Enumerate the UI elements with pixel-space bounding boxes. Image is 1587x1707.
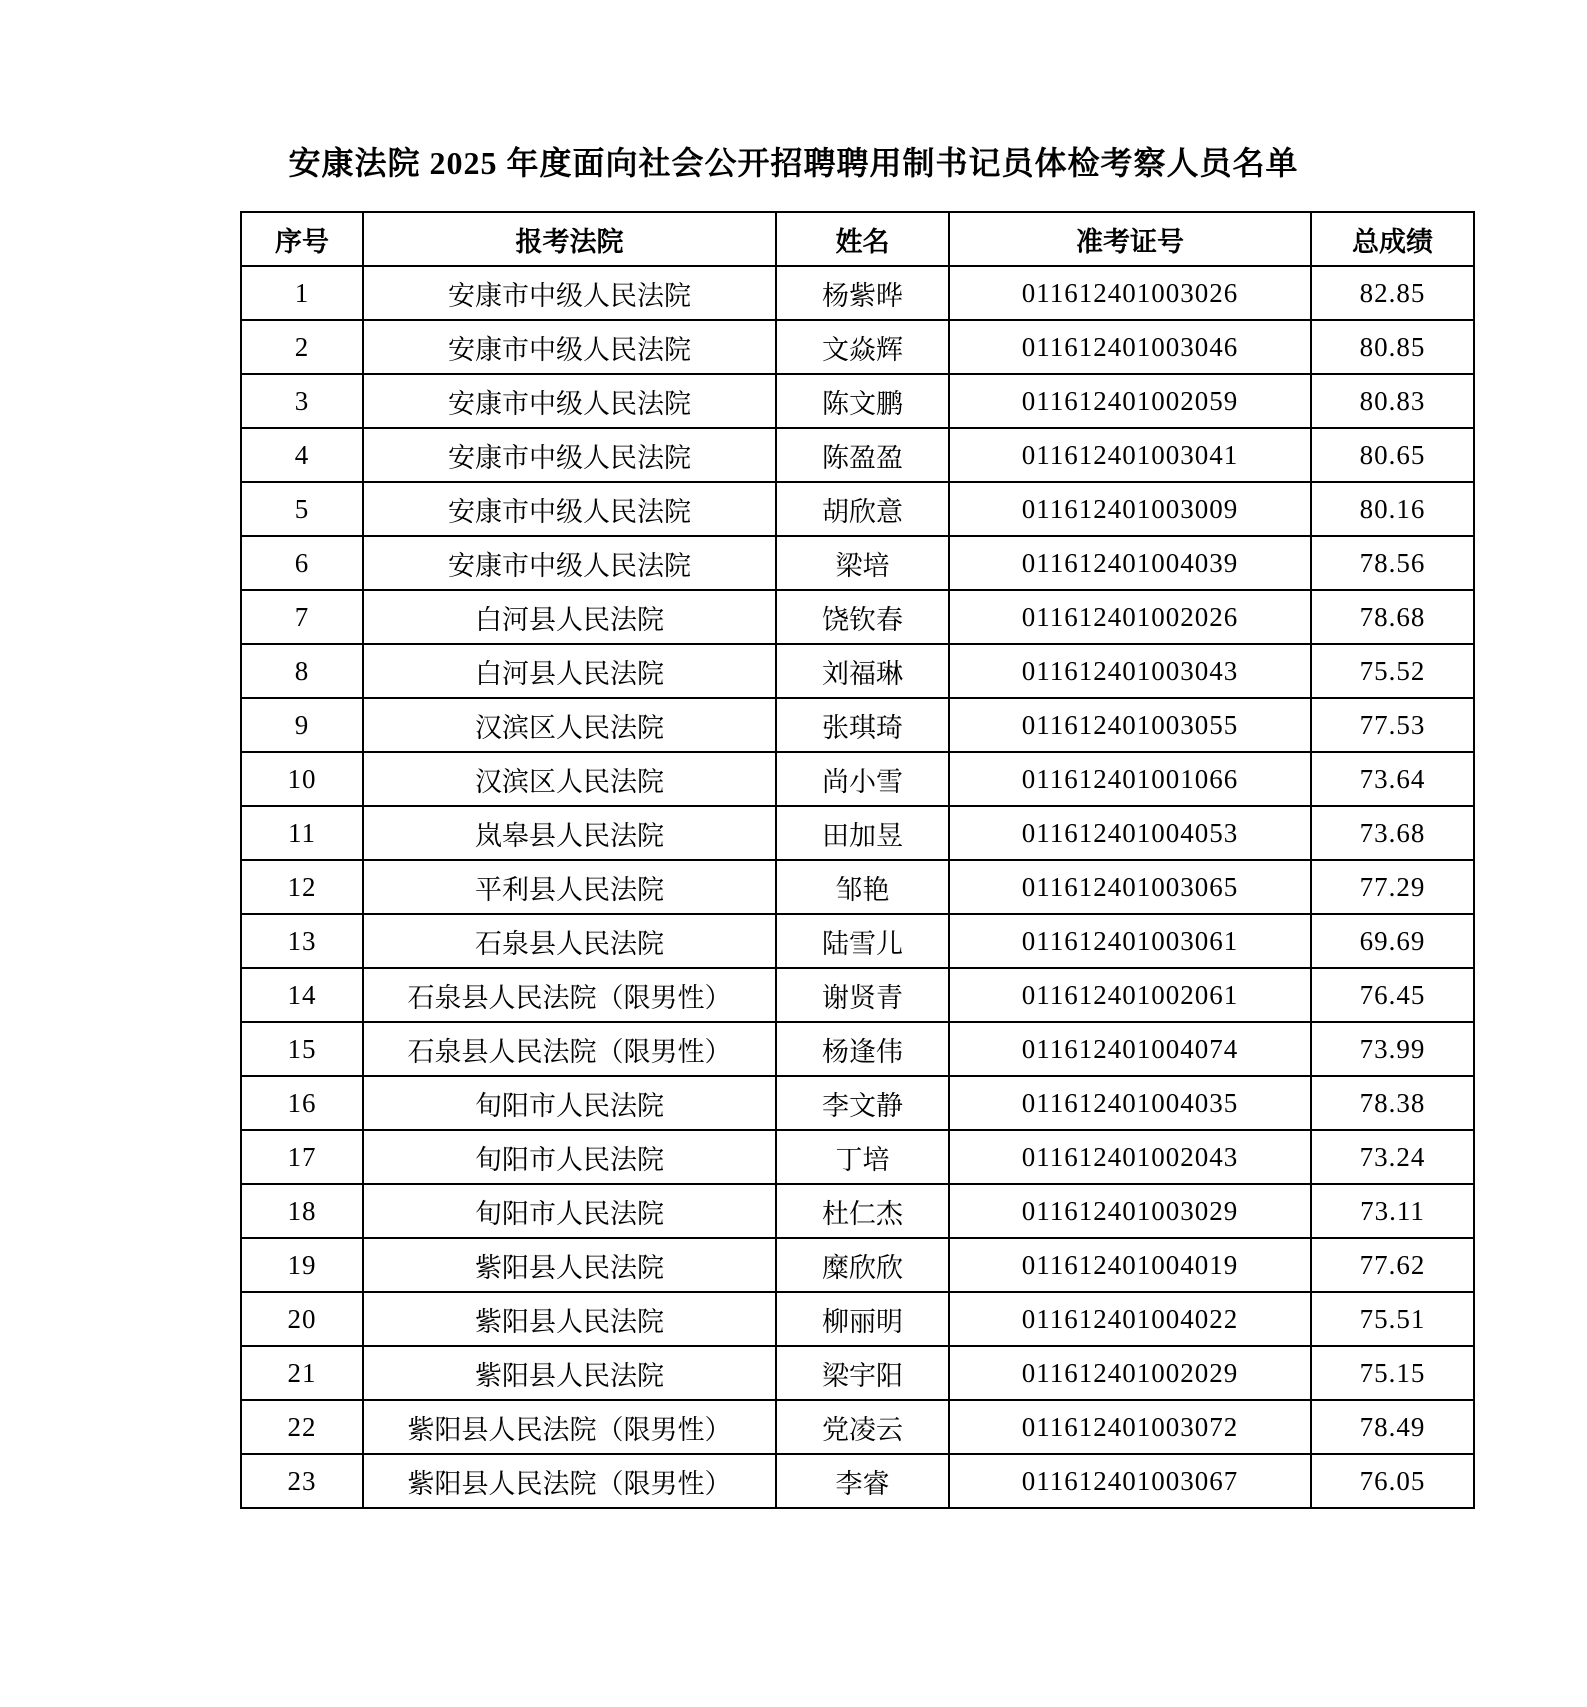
cell-court: 安康市中级人民法院 <box>363 374 776 428</box>
table-row <box>241 320 1474 374</box>
table-row <box>241 1130 1474 1184</box>
cell-score: 80.65 <box>1311 428 1474 482</box>
cell-name: 邹艳 <box>776 860 949 914</box>
cell-ticket: 011612401004053 <box>949 806 1311 860</box>
cell-score: 77.29 <box>1311 860 1474 914</box>
cell-ticket: 011612401004022 <box>949 1292 1311 1346</box>
header-ticket: 准考证号 <box>949 212 1311 266</box>
table-row <box>241 590 1474 644</box>
cell-seq: 3 <box>241 374 363 428</box>
cell-court: 安康市中级人民法院 <box>363 320 776 374</box>
cell-name: 尚小雪 <box>776 752 949 806</box>
cell-seq: 21 <box>241 1346 363 1400</box>
header-court: 报考法院 <box>363 212 776 266</box>
cell-name: 胡欣意 <box>776 482 949 536</box>
cell-ticket: 011612401004019 <box>949 1238 1311 1292</box>
roster-table <box>240 211 1475 1509</box>
cell-seq: 18 <box>241 1184 363 1238</box>
cell-court: 石泉县人民法院（限男性） <box>363 1022 776 1076</box>
cell-score: 78.49 <box>1311 1400 1474 1454</box>
cell-seq: 6 <box>241 536 363 590</box>
cell-ticket: 011612401002026 <box>949 590 1311 644</box>
cell-court: 紫阳县人民法院 <box>363 1292 776 1346</box>
table-row <box>241 1184 1474 1238</box>
cell-score: 75.51 <box>1311 1292 1474 1346</box>
cell-name: 杨紫晔 <box>776 266 949 320</box>
cell-seq: 7 <box>241 590 363 644</box>
cell-court: 紫阳县人民法院 <box>363 1238 776 1292</box>
cell-seq: 10 <box>241 752 363 806</box>
cell-name: 陆雪儿 <box>776 914 949 968</box>
cell-name: 丁培 <box>776 1130 949 1184</box>
cell-ticket: 011612401003009 <box>949 482 1311 536</box>
cell-score: 76.05 <box>1311 1454 1474 1508</box>
cell-seq: 13 <box>241 914 363 968</box>
cell-seq: 20 <box>241 1292 363 1346</box>
cell-ticket: 011612401003041 <box>949 428 1311 482</box>
cell-court: 紫阳县人民法院 <box>363 1346 776 1400</box>
cell-seq: 11 <box>241 806 363 860</box>
cell-ticket: 011612401003061 <box>949 914 1311 968</box>
cell-ticket: 011612401004074 <box>949 1022 1311 1076</box>
table-row <box>241 428 1474 482</box>
cell-score: 77.62 <box>1311 1238 1474 1292</box>
cell-court: 平利县人民法院 <box>363 860 776 914</box>
cell-court: 旬阳市人民法院 <box>363 1130 776 1184</box>
cell-score: 80.85 <box>1311 320 1474 374</box>
cell-ticket: 011612401002061 <box>949 968 1311 1022</box>
cell-ticket: 011612401004039 <box>949 536 1311 590</box>
table-row <box>241 968 1474 1022</box>
cell-ticket: 011612401002029 <box>949 1346 1311 1400</box>
cell-court: 旬阳市人民法院 <box>363 1184 776 1238</box>
cell-name: 党凌云 <box>776 1400 949 1454</box>
cell-score: 82.85 <box>1311 266 1474 320</box>
cell-court: 安康市中级人民法院 <box>363 482 776 536</box>
cell-name: 杜仁杰 <box>776 1184 949 1238</box>
cell-ticket: 011612401003026 <box>949 266 1311 320</box>
cell-court: 汉滨区人民法院 <box>363 698 776 752</box>
table-row <box>241 914 1474 968</box>
table-row <box>241 482 1474 536</box>
cell-name: 饶钦春 <box>776 590 949 644</box>
cell-score: 77.53 <box>1311 698 1474 752</box>
cell-score: 73.68 <box>1311 806 1474 860</box>
cell-score: 73.99 <box>1311 1022 1474 1076</box>
cell-seq: 19 <box>241 1238 363 1292</box>
table-row <box>241 860 1474 914</box>
cell-score: 75.15 <box>1311 1346 1474 1400</box>
cell-name: 刘福琳 <box>776 644 949 698</box>
cell-name: 梁宇阳 <box>776 1346 949 1400</box>
cell-court: 石泉县人民法院 <box>363 914 776 968</box>
cell-court: 白河县人民法院 <box>363 644 776 698</box>
table-row <box>241 1238 1474 1292</box>
cell-seq: 17 <box>241 1130 363 1184</box>
cell-name: 梁培 <box>776 536 949 590</box>
cell-ticket: 011612401003055 <box>949 698 1311 752</box>
cell-ticket: 011612401003065 <box>949 860 1311 914</box>
cell-name: 糜欣欣 <box>776 1238 949 1292</box>
cell-seq: 5 <box>241 482 363 536</box>
cell-score: 73.11 <box>1311 1184 1474 1238</box>
cell-ticket: 011612401002059 <box>949 374 1311 428</box>
cell-score: 76.45 <box>1311 968 1474 1022</box>
header-name: 姓名 <box>776 212 949 266</box>
cell-name: 田加昱 <box>776 806 949 860</box>
cell-ticket: 011612401003043 <box>949 644 1311 698</box>
cell-score: 69.69 <box>1311 914 1474 968</box>
cell-score: 78.56 <box>1311 536 1474 590</box>
table-row <box>241 374 1474 428</box>
header-seq: 序号 <box>241 212 363 266</box>
table-row <box>241 266 1474 320</box>
table-row <box>241 1346 1474 1400</box>
table-row <box>241 1454 1474 1508</box>
table-body <box>241 266 1474 1508</box>
cell-court: 汉滨区人民法院 <box>363 752 776 806</box>
cell-name: 陈盈盈 <box>776 428 949 482</box>
cell-name: 李睿 <box>776 1454 949 1508</box>
cell-court: 旬阳市人民法院 <box>363 1076 776 1130</box>
table-row <box>241 752 1474 806</box>
cell-ticket: 011612401004035 <box>949 1076 1311 1130</box>
cell-name: 文焱辉 <box>776 320 949 374</box>
table-row <box>241 806 1474 860</box>
cell-seq: 1 <box>241 266 363 320</box>
cell-name: 陈文鹏 <box>776 374 949 428</box>
cell-seq: 23 <box>241 1454 363 1508</box>
table-row <box>241 644 1474 698</box>
cell-name: 张琪琦 <box>776 698 949 752</box>
table-header <box>241 212 1474 266</box>
cell-ticket: 011612401002043 <box>949 1130 1311 1184</box>
cell-court: 白河县人民法院 <box>363 590 776 644</box>
cell-court: 紫阳县人民法院（限男性） <box>363 1454 776 1508</box>
cell-ticket: 011612401003072 <box>949 1400 1311 1454</box>
table-row <box>241 1400 1474 1454</box>
cell-name: 柳丽明 <box>776 1292 949 1346</box>
cell-court: 安康市中级人民法院 <box>363 536 776 590</box>
cell-ticket: 011612401003046 <box>949 320 1311 374</box>
cell-score: 80.16 <box>1311 482 1474 536</box>
table-row <box>241 1292 1474 1346</box>
cell-score: 73.24 <box>1311 1130 1474 1184</box>
cell-seq: 8 <box>241 644 363 698</box>
cell-name: 李文静 <box>776 1076 949 1130</box>
header-row <box>241 212 1474 266</box>
cell-seq: 22 <box>241 1400 363 1454</box>
cell-court: 安康市中级人民法院 <box>363 428 776 482</box>
table-row <box>241 536 1474 590</box>
cell-court: 石泉县人民法院（限男性） <box>363 968 776 1022</box>
table-row <box>241 698 1474 752</box>
cell-name: 谢贤青 <box>776 968 949 1022</box>
cell-court: 岚皋县人民法院 <box>363 806 776 860</box>
cell-score: 78.38 <box>1311 1076 1474 1130</box>
cell-seq: 15 <box>241 1022 363 1076</box>
cell-seq: 14 <box>241 968 363 1022</box>
cell-seq: 16 <box>241 1076 363 1130</box>
cell-ticket: 011612401001066 <box>949 752 1311 806</box>
cell-ticket: 011612401003029 <box>949 1184 1311 1238</box>
header-score: 总成绩 <box>1311 212 1474 266</box>
cell-seq: 12 <box>241 860 363 914</box>
cell-score: 78.68 <box>1311 590 1474 644</box>
cell-ticket: 011612401003067 <box>949 1454 1311 1508</box>
cell-name: 杨逢伟 <box>776 1022 949 1076</box>
cell-court: 紫阳县人民法院（限男性） <box>363 1400 776 1454</box>
table-row <box>241 1022 1474 1076</box>
table-row <box>241 1076 1474 1130</box>
cell-score: 80.83 <box>1311 374 1474 428</box>
cell-seq: 4 <box>241 428 363 482</box>
cell-seq: 9 <box>241 698 363 752</box>
page-title: 安康法院 2025 年度面向社会公开招聘聘用制书记员体检考察人员名单 <box>288 145 1299 181</box>
cell-score: 75.52 <box>1311 644 1474 698</box>
cell-score: 73.64 <box>1311 752 1474 806</box>
cell-court: 安康市中级人民法院 <box>363 266 776 320</box>
cell-seq: 2 <box>241 320 363 374</box>
